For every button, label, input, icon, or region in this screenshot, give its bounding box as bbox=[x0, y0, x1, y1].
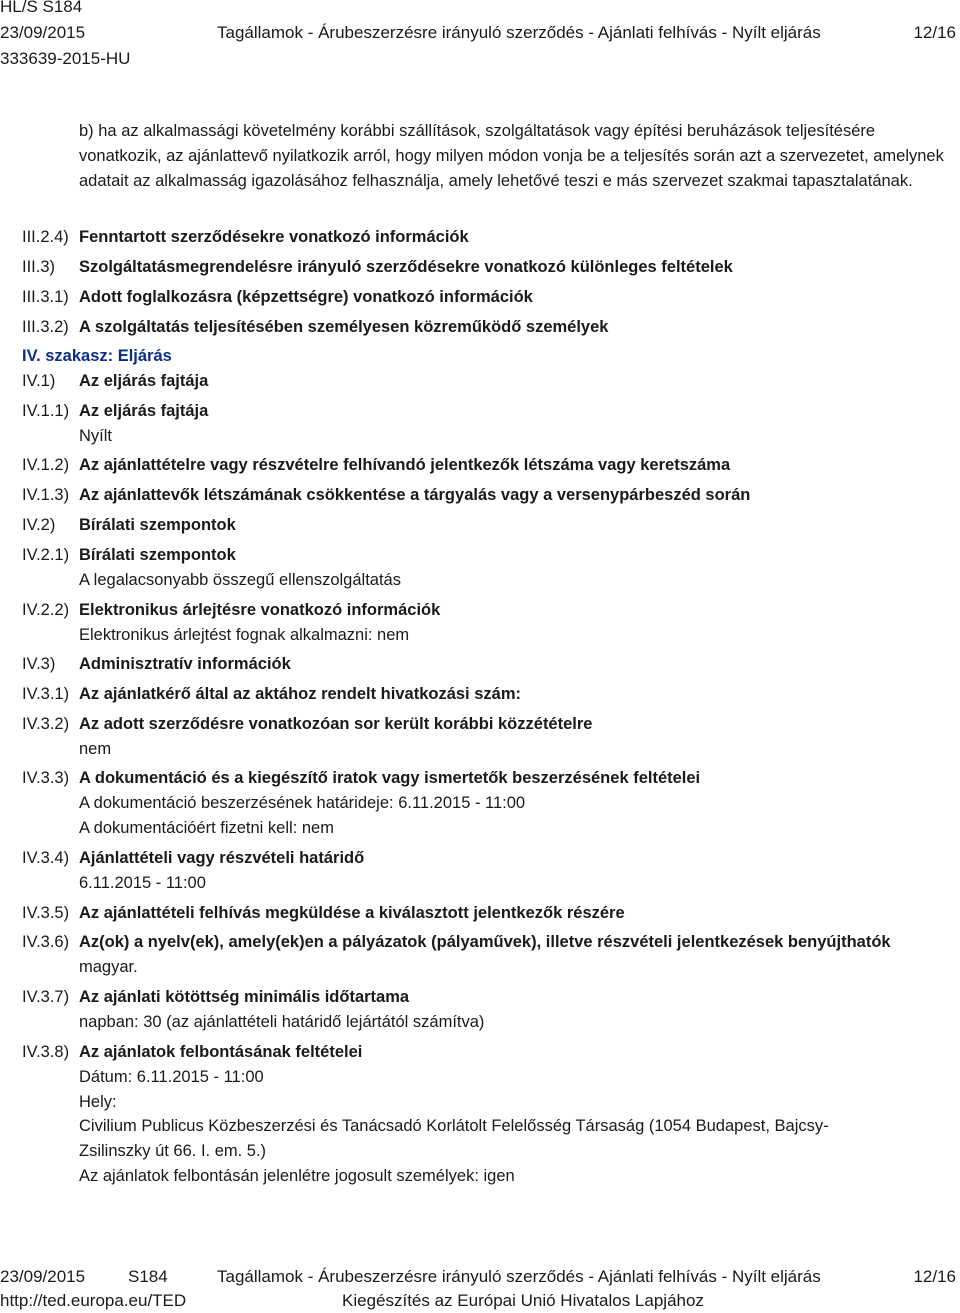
item-label: Az eljárás fajtája bbox=[79, 372, 209, 390]
item-value: Hely: bbox=[79, 1093, 117, 1111]
item-value: magyar. bbox=[79, 958, 138, 976]
header-date: 23/09/2015 bbox=[0, 23, 86, 42]
item-number: IV.3.4) bbox=[22, 849, 70, 867]
item-number: IV.2.1) bbox=[22, 546, 70, 564]
item-number: IV.2.2) bbox=[22, 601, 70, 619]
item-value: Elektronikus árlejtést fognak alkalmazni: nem bbox=[79, 626, 410, 644]
row-number: III.3.1) bbox=[22, 288, 69, 306]
row-number: III.3.2) bbox=[22, 318, 69, 336]
header-title: Tagállamok - Árubeszerzésre irányuló szerződés - Ajánlati felhívás - Nyílt eljárás bbox=[217, 23, 821, 42]
header-page: 12/16 bbox=[913, 23, 956, 42]
item-value: Nyílt bbox=[79, 427, 112, 445]
item-label: Bírálati szempontok bbox=[79, 516, 236, 534]
item-value: Dátum: 6.11.2015 - 11:00 bbox=[79, 1068, 264, 1086]
item-value: A legalacsonyabb összegű ellenszolgáltatás bbox=[79, 571, 401, 589]
item-label: Az ajánlati kötöttség minimális időtartama bbox=[79, 988, 410, 1006]
item-value: nem bbox=[79, 740, 112, 758]
section-title: IV. szakasz: Eljárás bbox=[22, 347, 172, 365]
item-number: IV.3.2) bbox=[22, 715, 70, 733]
item-number: IV.3.1) bbox=[22, 685, 70, 703]
footer-page: 12/16 bbox=[913, 1267, 956, 1286]
item-value: Civilium Publicus Közbeszerzési és Tanácsadó Korlátolt Felelősség Társaság (1054 Budapest, Bajcsy- bbox=[79, 1117, 829, 1135]
row-label: Szolgáltatásmegrendelésre irányuló szerződésekre vonatkozó különleges feltételek bbox=[79, 258, 733, 276]
item-value: A dokumentációért fizetni kell: nem bbox=[79, 819, 334, 837]
doc-number: 333639-2015-HU bbox=[0, 49, 131, 68]
item-value: Zsilinszky út 66. I. em. 5.) bbox=[79, 1142, 267, 1160]
item-label: Az ajánlatok felbontásának feltételei bbox=[79, 1043, 363, 1061]
item-label: Ajánlattételi vagy részvételi határidő bbox=[79, 849, 365, 867]
doc-label: HL/S S184 bbox=[0, 0, 83, 16]
row-label: A szolgáltatás teljesítésében személyesen közreműködő személyek bbox=[79, 318, 609, 336]
footer-date: 23/09/2015 bbox=[0, 1267, 86, 1286]
footer-url[interactable]: http://ted.europa.eu/TED bbox=[0, 1291, 187, 1310]
item-label: Az(ok) a nyelv(ek), amely(ek)en a pályázatok (pályaművek), illetve részvételi jelentkezések benyújthatók bbox=[79, 933, 891, 951]
item-number: IV.3.6) bbox=[22, 933, 70, 951]
item-value: napban: 30 (az ajánlattételi határidő lejártától számítva) bbox=[79, 1013, 485, 1031]
item-number: IV.1.2) bbox=[22, 456, 70, 474]
item-label: Az ajánlattételre vagy részvételre felhívandó jelentkezők létszáma vagy keretszáma bbox=[79, 456, 731, 474]
item-number: IV.3.3) bbox=[22, 769, 70, 787]
item-label: Elektronikus árlejtésre vonatkozó információk bbox=[79, 601, 441, 619]
item-value: A dokumentáció beszerzésének határideje: 6.11.2015 - 11:00 bbox=[79, 794, 526, 812]
row-number: III.2.4) bbox=[22, 228, 69, 246]
item-number: IV.2) bbox=[22, 516, 56, 534]
row-number: III.3) bbox=[22, 258, 56, 276]
row-label: Adott foglalkozásra (képzettségre) vonatkozó információk bbox=[79, 288, 533, 306]
item-label: A dokumentáció és a kiegészítő iratok vagy ismertetők beszerzésének feltételei bbox=[79, 769, 701, 787]
item-label: Az ajánlatkérő által az aktához rendelt hivatkozási szám: bbox=[79, 685, 521, 703]
item-value: 6.11.2015 - 11:00 bbox=[79, 874, 206, 892]
item-number: IV.1) bbox=[22, 372, 56, 390]
item-label: Az eljárás fajtája bbox=[79, 402, 209, 420]
item-label: Az ajánlattételi felhívás megküldése a kiválasztott jelentkezők részére bbox=[79, 904, 625, 922]
item-number: IV.3.8) bbox=[22, 1043, 70, 1061]
item-number: IV.1.1) bbox=[22, 402, 70, 420]
footer-publisher: Kiegészítés az Európai Unió Hivatalos Lapjához bbox=[342, 1291, 704, 1310]
footer-title: Tagállamok - Árubeszerzésre irányuló szerződés - Ajánlati felhívás - Nyílt eljárás bbox=[217, 1267, 821, 1286]
item-number: IV.1.3) bbox=[22, 486, 70, 504]
item-number: IV.3) bbox=[22, 655, 56, 673]
item-label: Az adott szerződésre vonatkozóan sor került korábbi közzétételre bbox=[79, 715, 593, 733]
item-value: Az ajánlatok felbontásán jelenlétre jogosult személyek: igen bbox=[79, 1167, 515, 1185]
footer-issue: S184 bbox=[128, 1267, 168, 1286]
item-label: Adminisztratív információk bbox=[79, 655, 291, 673]
item-number: IV.3.5) bbox=[22, 904, 70, 922]
item-number: IV.3.7) bbox=[22, 988, 70, 1006]
item-label: Bírálati szempontok bbox=[79, 546, 236, 564]
intro-paragraph: b) ha az alkalmassági követelmény korábbi szállítások, szolgáltatások vagy építési beruházások teljesítésére vonatkozik, az ajánlattevő nyilatkozik arról, hogy milyen módon vonja be a teljesítés során azt a szervezetet, amelynek adatait az alkalmasság igazolásához felhasználja, amely lehetővé teszi e más szervezet szakmai tapasztalatának. bbox=[79, 122, 944, 190]
row-label: Fenntartott szerződésekre vonatkozó információk bbox=[79, 228, 469, 246]
item-label: Az ajánlattevők létszámának csökkentése a tárgyalás vagy a versenypárbeszéd során bbox=[79, 486, 751, 504]
